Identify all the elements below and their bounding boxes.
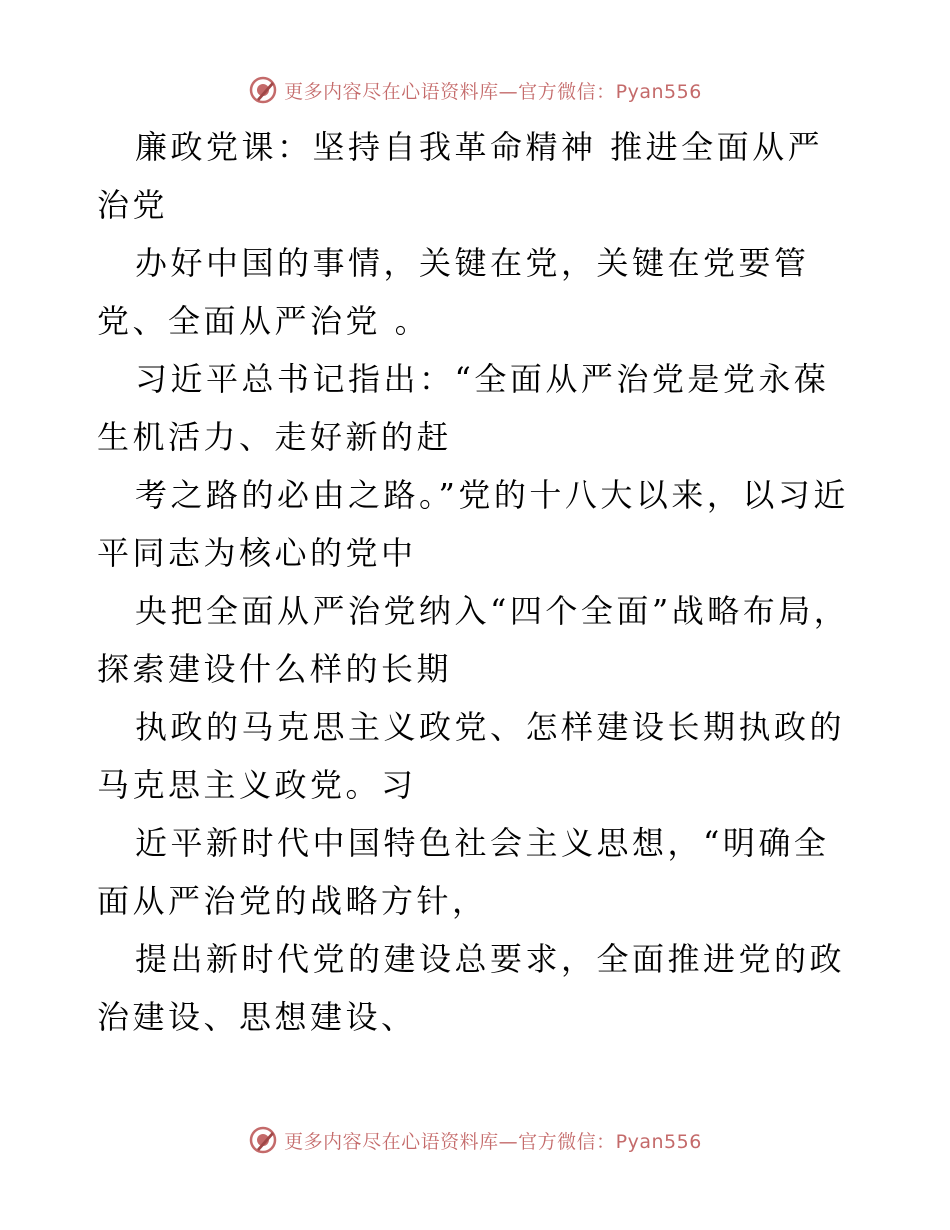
document-paragraph: 执政的马克思主义政党、怎样建设长期执政的马克思主义政党。习 [97,708,846,804]
document-paragraph: 提出新时代党的建设总要求，全面推进党的政治建设、思想建设、 [97,940,846,1036]
document-paragraph: 习近平总书记指出：“全面从严治党是党永葆生机活力、走好新的赶 [97,360,830,456]
document-paragraph: 近平新时代中国特色社会主义思想，“明确全面从严治党的战略方针， [97,824,830,920]
footer-banner-contact: —官方微信：Pyan556 [498,1130,702,1153]
document-title-paragraph: 廉政党课：坚持自我革命精神 推进全面从严治党 [97,128,824,224]
document-paragraph: 办好中国的事情，关键在党，关键在党要管党、全面从严治党 。 [97,244,810,340]
header-banner-contact: —官方微信：Pyan556 [498,80,702,103]
header-banner-title: 更多内容尽在心语资料库 [284,80,499,103]
footer-banner-title: 更多内容尽在心语资料库 [284,1130,499,1153]
pen-logo-icon [248,75,278,105]
pen-logo-icon [248,1125,278,1155]
document-body [97,118,857,1046]
footer-watermark-banner [0,1120,950,1160]
header-watermark-banner [0,70,950,110]
document-paragraph: 央把全面从严治党纳入“四个全面”战略布局，探索建设什么样的长期 [97,592,850,688]
document-paragraph: 考之路的必由之路。”党的十八大以来，以习近平同志为核心的党中 [97,476,849,572]
